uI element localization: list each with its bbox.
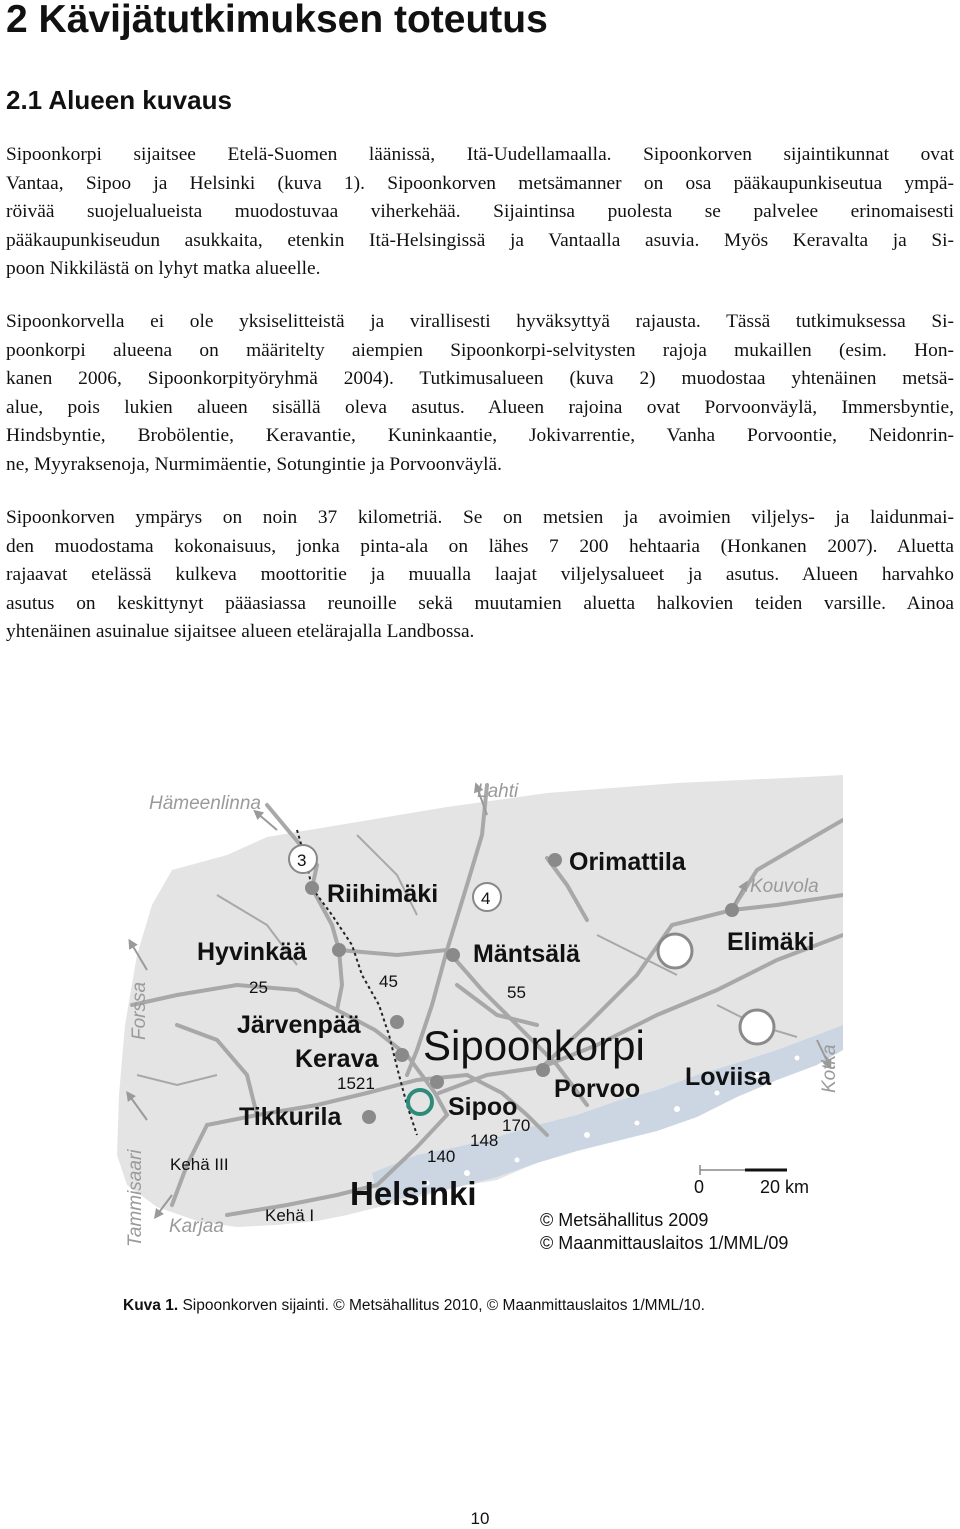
scale-zero: 0 [694,1177,705,1197]
text-line: Sipoonkorpi sijaitsee Etelä-Suomen läänissä, Itä-Uudellamaalla. Sipoonkorven sijaintikunnat ovat [6,144,954,165]
label-sipoo: Sipoo [448,1093,518,1121]
road-148-label: 148 [470,1131,499,1150]
label-karjaa: Karjaa [169,1216,224,1237]
road-45-label: 45 [379,972,398,991]
paragraph-area [6,504,954,647]
label-tikkurila: Tikkurila [239,1103,342,1131]
ring-road-1-label: Kehä I [265,1206,315,1225]
label-hyvinkaa: Hyvinkää [197,938,307,966]
road-170-label: 170 [502,1116,531,1135]
caption-text: Sipoonkorven sijainti. © Metsähallitus 2010, © Maanmittauslaitos 1/MML/10. [178,1297,705,1314]
label-forssa: Forssa [129,981,150,1040]
text-line: ne, Myyraksenoja, Nurmimäentie, Sotungintie ja Porvoonväylä. [6,453,502,475]
label-elimaki: Elimäki [727,928,815,956]
section-heading: 2.1 Alueen kuvaus [6,85,232,115]
label-orimattila: Orimattila [569,848,686,876]
ring-road-3-label: Kehä III [170,1155,229,1174]
road-25-label: 25 [249,978,268,997]
label-kerava: Kerava [295,1045,379,1073]
label-kouvola: Kouvola [750,876,819,897]
scale-end: 20 km [760,1177,810,1197]
text-line: Sipoonkorven ympärys on noin 37 kilometriä. Se on metsien ja avoimien viljelys- ja laidunmai- [6,507,954,528]
scale-bar [694,1165,809,1197]
map-copyright-metsahallitus: © Metsähallitus 2009 [540,1210,709,1230]
road-4-label: 4 [481,889,491,908]
road-3-label: 3 [297,851,307,870]
loviisa-ring [740,1010,774,1044]
label-tammisaari: Tammisaari [125,1149,146,1247]
text-line: alue, pois lukien alueen sisällä oleva asutus. Alueen rajoina ovat Porvoonväylä, Immersbyntie, [6,396,954,418]
text-line: Sipoonkorvella ei ole yksiselitteistä ja virallisesti hyväksyttyä rajausta. Tässä tutkimuksessa Si- [6,311,954,332]
label-mantsala: Mäntsälä [473,940,580,968]
text-line: asutus on keskittynyt pääasiassa reunoille sekä muutamien aluetta halkovien teiden varsille. Ainoa [6,592,954,614]
text-line: poonkorpi alueena on määritelty aiempien Sipoonkorpi-selvitysten rajoja mukaillen (esim. Hon- [6,339,954,361]
label-helsinki: Helsinki [350,1175,477,1212]
road-1521-label: 1521 [337,1074,375,1093]
road-140-label: 140 [427,1147,456,1166]
text-line: poon Nikkilästä on lyhyt matka alueelle. [6,258,321,279]
label-jarvenpaa: Järvenpää [237,1011,361,1039]
label-sipoonkorpi: Sipoonkorpi [423,1022,645,1069]
figure-caption [123,1296,705,1316]
text-line: Hindsbyntie, Brobölentie, Keravantie, Kuninkaantie, Jokivarrentie, Vanha Porvoontie, Neidonrin- [6,425,954,446]
caption-label: Kuva 1. [123,1297,179,1314]
label-lahti: Lahti [477,781,519,802]
page-heading: 2 Kävijätutkimuksen toteutus [6,0,548,41]
label-loviisa: Loviisa [685,1063,772,1091]
text-line: kanen 2006, Sipoonkorpityöryhmä 2004). Tutkimusalueen (kuva 2) muodostaa yhtenäinen metsä- [6,368,954,389]
paragraph-boundaries [6,308,954,479]
paragraph-location [6,141,954,284]
map-copyright-mml: © Maanmittauslaitos 1/MML/09 [540,1233,789,1253]
location-map [117,775,843,1255]
elimaki-ring [658,934,692,968]
text-line: rajaavat etelässä kulkeva moottoritie ja muualla laajat viljelysalueet ja asutus. Alueen harvahko [6,564,954,585]
text-line: yhtenäinen asuinalue sijaitsee alueen etelärajalla Landbossa. [6,621,475,642]
road-55-label: 55 [507,983,526,1002]
label-riihimaki: Riihimäki [327,880,439,908]
text-line: pääkaupunkiseudun asukkaita, etenkin Itä-Helsingissä ja Vantaalla asuvia. Myös Keravalta ja Si- [6,229,954,251]
page-number: 10 [470,1509,490,1528]
text-line: den muodostama kokonaisuus, jonka pinta-ala on lähes 7 200 hehtaaria (Honkanen 2007). Aluetta [6,535,954,557]
text-line: Vantaa, Sipoo ja Helsinki (kuva 1). Sipoonkorven metsämanner on osa pääkaupunkiseutua ympä- [6,172,954,194]
label-porvoo: Porvoo [554,1075,641,1103]
text-line: röivää suojelualueista muodostuvaa viherkehää. Sijaintinsa puolesta se palvelee erinomaisesti [6,201,954,222]
label-kotka: Kotka [819,1044,840,1093]
label-hameenlinna: Hämeenlinna [149,793,261,814]
